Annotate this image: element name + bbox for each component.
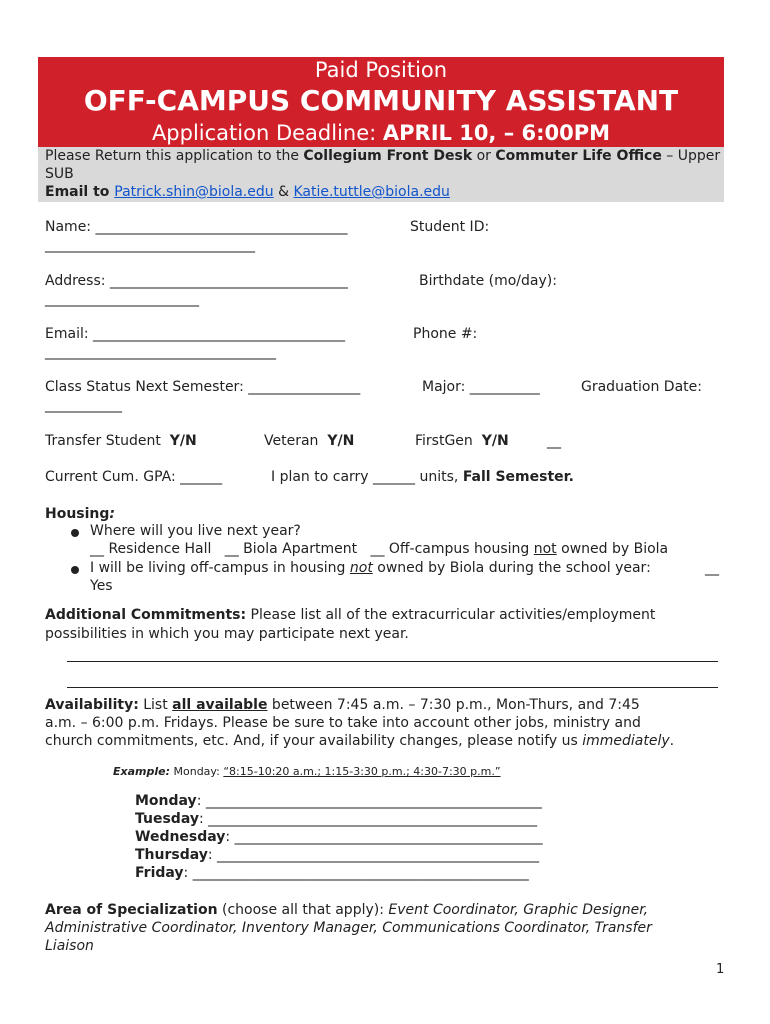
firstgen-field[interactable] [415, 433, 509, 449]
example-value: “8:15-10:20 a.m.; 1:15-3:30 p.m.; 4:30-7:30 p.m.” [223, 765, 501, 778]
day-blank: : ________________________________________________ [183, 865, 529, 881]
transfer-student-field[interactable] [45, 433, 197, 449]
email-to-label: Email to [45, 184, 115, 200]
opt3-not: not [533, 541, 557, 557]
return-instructions [38, 147, 724, 202]
return-text-1: Please Return this application to the [45, 148, 304, 164]
housing-colon: : [109, 506, 116, 522]
option-biola-apartment[interactable]: __ Biola Apartment [224, 541, 358, 557]
units-label: I plan to carry ______ units, [271, 469, 463, 485]
specialization-line1 [45, 902, 648, 918]
bullet-icon [71, 529, 79, 537]
specialization-t1: (choose all that apply): [217, 902, 389, 918]
availability-line3 [45, 733, 674, 749]
all-available: all available [172, 697, 268, 713]
day-label: Wednesday [135, 829, 226, 845]
day-wednesday[interactable] [135, 829, 543, 845]
example-label: Example: [113, 765, 170, 778]
commitments-line2: possibilities in which you may participate next year. [45, 626, 409, 642]
collegium-desk: Collegium Front Desk [303, 148, 473, 164]
q2-text-a: I will be living off-campus in housing [90, 560, 350, 576]
housing-heading [45, 506, 115, 522]
day-thursday[interactable] [135, 847, 539, 863]
class-status-field[interactable]: Class Status Next Semester: ________________ [45, 379, 361, 395]
day-blank: : _______________________________________________ [198, 811, 538, 827]
commitments-label: Additional Commitments: [45, 607, 247, 623]
header-banner [38, 57, 724, 147]
fall-semester: Fall Semester. [462, 469, 574, 485]
availability-t1: List [138, 697, 173, 713]
availability-line2: a.m. – 6:00 p.m. Fridays. Please be sure to take into account other jobs, ministry and [45, 715, 641, 731]
email-amp: & [273, 184, 294, 200]
name-field[interactable]: Name: ____________________________________ [45, 219, 348, 235]
email-link-katie[interactable]: Katie.tuttle@biola.edu [293, 184, 450, 200]
housing-q2 [90, 560, 651, 576]
veteran-yn: Y/N [327, 433, 355, 449]
specialization-line3: Liaison [45, 938, 94, 954]
day-blank: : ________________________________________________ [196, 793, 542, 809]
availability-line3c: . [669, 733, 675, 749]
graduation-date-field[interactable]: Graduation Date: [581, 379, 702, 395]
availability-label: Availability: [45, 697, 139, 713]
transfer-yn: Y/N [169, 433, 197, 449]
day-label: Tuesday [135, 811, 199, 827]
housing-options [90, 541, 668, 557]
opt3-text-a: __ Off-campus housing [370, 541, 534, 557]
availability-line3a: church commitments, etc. And, if your availability changes, please notify us [45, 733, 583, 749]
commitments-text1: Please list all of the extracurricular activities/employment [246, 607, 656, 623]
availability-line1 [45, 697, 640, 713]
commuter-office: Commuter Life Office [495, 148, 662, 164]
phone-field[interactable]: Phone #: [413, 326, 478, 342]
opt3-text-c: owned by Biola [556, 541, 669, 557]
specialization-line2: Administrative Coordinator, Inventory Manager, Communications Coordinator, Transfer [45, 920, 652, 936]
transfer-label: Transfer Student [45, 433, 161, 449]
student-id-field[interactable]: Student ID: [410, 219, 490, 235]
email-field[interactable]: Email: ____________________________________ [45, 326, 346, 342]
day-label: Thursday [135, 847, 208, 863]
day-blank: : ____________________________________________ [225, 829, 543, 845]
day-label: Monday [135, 793, 197, 809]
day-blank: : ______________________________________________ [207, 847, 540, 863]
page-number: 1 [716, 962, 725, 977]
day-tuesday[interactable] [135, 811, 537, 827]
day-friday[interactable] [135, 865, 529, 881]
veteran-field[interactable] [264, 433, 354, 449]
units-field[interactable] [271, 469, 574, 485]
return-or: or [472, 148, 496, 164]
example-day: Monday: [170, 765, 224, 778]
firstgen-blank[interactable]: __ [547, 433, 561, 449]
firstgen-yn: Y/N [481, 433, 509, 449]
address-field-cont[interactable]: ______________________ [45, 291, 199, 307]
commitments-answer-line-2[interactable] [67, 687, 718, 688]
q2-yes: Yes [90, 578, 113, 594]
availability-t2: between 7:45 a.m. – 7:30 p.m., Mon-Thurs, and 7:45 [267, 697, 640, 713]
immediately: immediately [582, 733, 670, 749]
specialization-list1: Event Coordinator, Graphic Designer, [388, 902, 649, 918]
q2-blank[interactable]: __ [705, 560, 719, 576]
major-field[interactable]: Major: __________ [422, 379, 540, 395]
deadline-label: Application Deadline: [151, 121, 383, 145]
day-monday[interactable] [135, 793, 542, 809]
email-field-cont[interactable]: _________________________________ [45, 344, 276, 360]
specialization-label: Area of Specialization [45, 902, 218, 918]
upper-sub: – Upper SUB [45, 148, 721, 182]
gpa-field[interactable]: Current Cum. GPA: ______ [45, 469, 223, 485]
housing-label: Housing [45, 506, 110, 522]
firstgen-label: FirstGen [415, 433, 473, 449]
return-text [45, 147, 725, 201]
day-label: Friday [135, 865, 184, 881]
birthdate-field[interactable]: Birthdate (mo/day): [419, 273, 557, 289]
name-field-cont[interactable]: ______________________________ [45, 237, 255, 253]
q2-not: not [349, 560, 373, 576]
option-residence-hall[interactable]: __ Residence Hall [90, 541, 212, 557]
option-off-campus[interactable] [370, 541, 668, 557]
bullet-icon [71, 566, 79, 574]
class-status-cont[interactable]: ___________ [45, 397, 122, 413]
paid-position-label: Paid Position [314, 58, 448, 82]
availability-example [113, 765, 501, 778]
deadline-line [38, 121, 724, 145]
q2-text-c: owned by Biola during the school year: [372, 560, 651, 576]
page-title: OFF-CAMPUS COMMUNITY ASSISTANT [83, 84, 679, 117]
veteran-label: Veteran [264, 433, 319, 449]
commitments-answer-line-1[interactable] [67, 661, 718, 662]
commitments-line1 [45, 607, 655, 623]
housing-q1: Where will you live next year? [90, 523, 301, 539]
email-link-patrick[interactable]: Patrick.shin@biola.edu [114, 184, 274, 200]
address-field[interactable]: Address: __________________________________ [45, 273, 348, 289]
deadline-value: APRIL 10, – 6:00PM [382, 121, 611, 145]
